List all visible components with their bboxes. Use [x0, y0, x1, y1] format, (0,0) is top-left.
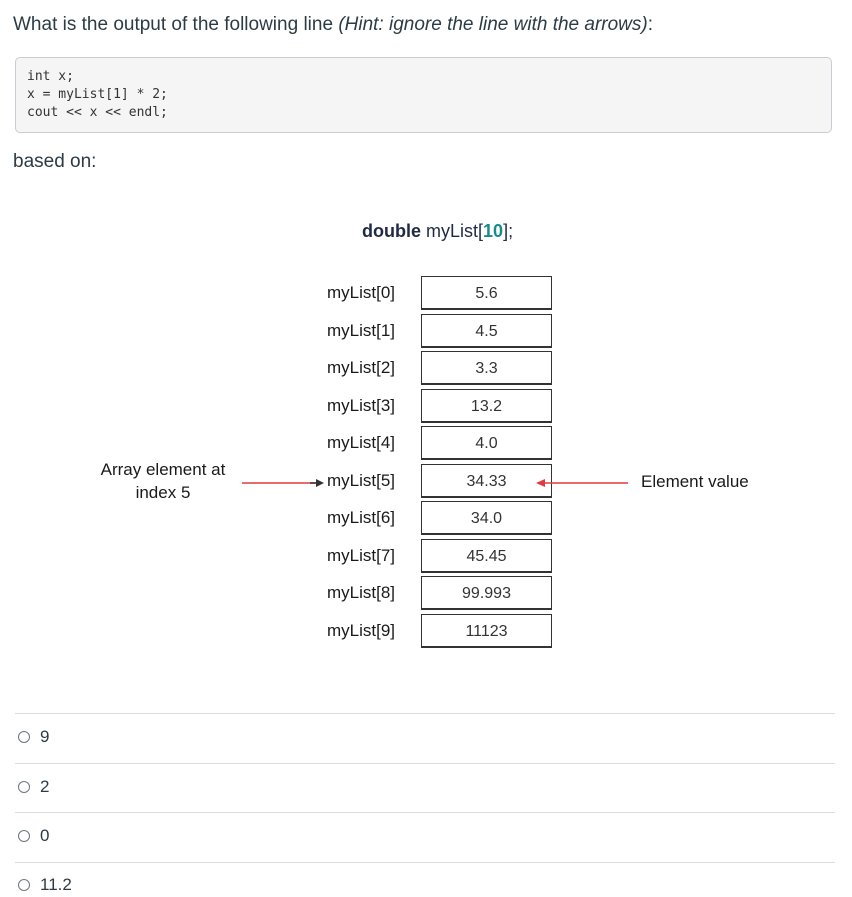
based-on-label: based on:: [13, 151, 97, 172]
question-hint: (Hint: ignore the line with the arrows): [338, 14, 648, 35]
value-cell: 45.45: [421, 539, 552, 573]
radio-button[interactable]: [18, 781, 30, 793]
value-callout: Element value: [641, 472, 749, 491]
value-cell: 99.993: [421, 576, 552, 610]
radio-button[interactable]: [18, 731, 30, 743]
value-cell: 34.33: [421, 464, 552, 498]
answer-option[interactable]: [18, 725, 49, 749]
answer-option[interactable]: [18, 873, 72, 897]
code-line: int x;: [27, 69, 74, 84]
array-diagram: [0, 200, 852, 680]
index-label: myList[7]: [327, 546, 396, 565]
answer-label: 0: [40, 826, 50, 845]
answer-option[interactable]: [18, 824, 49, 848]
divider: [15, 713, 835, 714]
index-label: myList[3]: [327, 396, 396, 415]
declaration-close: ];: [503, 221, 514, 241]
value-cell: 4.5: [421, 314, 552, 348]
index-callout: Array element at index 5: [100, 460, 226, 502]
radio-button[interactable]: [18, 830, 30, 842]
index-label: myList[1]: [327, 321, 396, 340]
index-label: myList[6]: [327, 508, 396, 527]
divider: [15, 862, 835, 863]
answer-option[interactable]: [18, 775, 49, 799]
index-label: myList[4]: [327, 433, 396, 452]
index-label: myList[0]: [327, 283, 396, 302]
array-declaration: [362, 221, 513, 242]
divider: [15, 812, 835, 813]
answer-label: 2: [40, 777, 50, 796]
declaration-size: 10: [483, 221, 504, 241]
code-line: cout << x << endl;: [27, 105, 168, 120]
code-block: [15, 57, 832, 133]
value-cell: 11123: [421, 614, 552, 648]
value-cell: 34.0: [421, 501, 552, 535]
question-suffix: :: [647, 14, 654, 35]
divider: [15, 763, 835, 764]
value-cell: 13.2: [421, 389, 552, 423]
declaration-name: myList[: [426, 221, 484, 241]
declaration-type: double: [362, 221, 421, 241]
index-arrow: [242, 479, 324, 487]
answer-label: 9: [40, 727, 50, 746]
question-prefix: What is the output of the following line: [13, 14, 339, 35]
index-label: myList[5]: [327, 471, 396, 490]
index-label: myList[8]: [327, 583, 396, 602]
value-cell: 4.0: [421, 426, 552, 460]
code-line: x = myList[1] * 2;: [27, 87, 168, 102]
index-label: myList[9]: [327, 621, 396, 640]
value-cell: 3.3: [421, 351, 552, 385]
answer-label: 11.2: [40, 875, 72, 894]
radio-button[interactable]: [18, 879, 30, 891]
value-cell: 5.6: [421, 276, 552, 310]
question-text: [13, 12, 833, 38]
index-label: myList[2]: [327, 358, 396, 377]
